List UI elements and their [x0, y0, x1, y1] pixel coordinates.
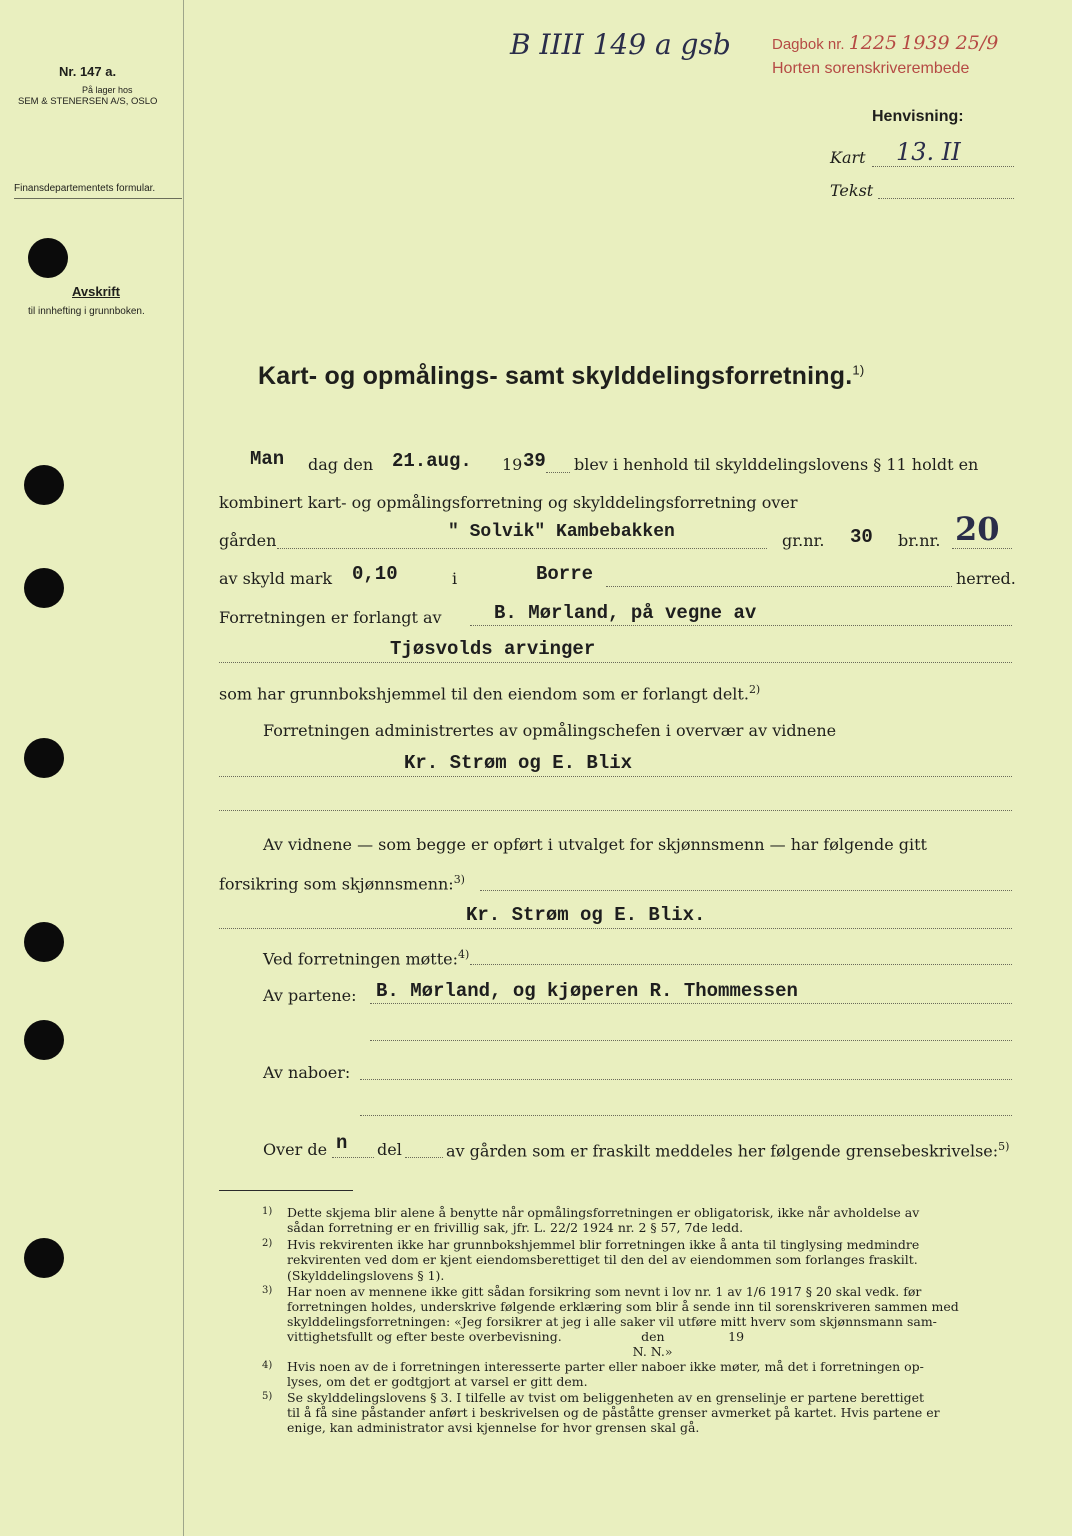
tekst-rule — [878, 198, 1014, 199]
footnote-line: vittighetsfullt og efter beste overbevisning. den 19 — [287, 1329, 745, 1344]
handwritten-reference: B IIII 149 a gsb — [510, 28, 731, 61]
dagbok-number: 1225 — [848, 32, 898, 54]
date-value: 21.aug. — [392, 450, 472, 472]
henvisning-label: Henvisning: — [872, 108, 964, 125]
over-del-label: del — [377, 1140, 402, 1159]
naboer-label: Av naboer: — [263, 1063, 351, 1082]
footnote-line: Dette skjema blir alene å benytte når opmålingsforretningen er obligatorisk, ikke når avholdelse av — [287, 1205, 920, 1220]
motte-rule — [470, 964, 1012, 965]
motte-line — [263, 948, 469, 968]
footnote-line: til å få sine påstander anført i beskrivelsen og de påståtte grenser avmerket på kartet. Hvis partene er — [287, 1405, 940, 1420]
footnote-line: lyses, om det er godtgjort at varsel er gitt dem. — [287, 1374, 588, 1389]
dag-den-label: dag den — [308, 455, 374, 474]
herred-label: herred. — [956, 569, 1016, 588]
footnote-line: skylddelingsforretningen: «Jeg forsikrer at jeg i alle saker vil utføre mitt hverv som skjønnsmann sam- — [287, 1314, 937, 1329]
over-rule-1 — [332, 1157, 374, 1158]
brnr-label: br.nr. — [898, 531, 941, 550]
naboer-rule — [360, 1079, 1012, 1080]
vidner-rule-1 — [219, 776, 1012, 777]
punch-hole — [28, 238, 68, 278]
vidnene-line: Av vidnene — som begge er opført i utvalget for skjønnsmenn — har følgende gitt — [263, 835, 927, 854]
over-note: 5) — [998, 1140, 1010, 1153]
dotted-rule — [546, 472, 570, 473]
footnote-line: N. N.» — [287, 1344, 673, 1359]
footnote-line: Se skylddelingslovens § 3. I tilfelle av tvist om beliggenheten av en grenselinje er partene berettiget — [287, 1390, 925, 1405]
footnote-line: forretningen holdes, underskrive følgende erklæring som blir å sende inn til sorenskriveren sammen med — [287, 1299, 959, 1314]
kart-value: 13. II — [896, 138, 961, 166]
forlangt-label: Forretningen er forlangt av — [219, 608, 442, 627]
line1-rest: blev i henhold til skylddelingslovens § 11 holdt en — [574, 455, 979, 474]
office-stamp: Horten sorenskriverembede — [772, 60, 970, 77]
printer-line-2: SEM & STENERSEN A/S, OSLO — [18, 96, 158, 107]
year-prefix: 19 — [502, 455, 523, 474]
footnote-separator — [219, 1190, 353, 1191]
garden-rule — [277, 548, 767, 549]
motte-note: 4) — [457, 948, 470, 961]
punch-hole — [24, 922, 64, 962]
forsikring-note: 3) — [453, 873, 465, 886]
punch-hole — [24, 1020, 64, 1060]
footnote-line: Hvis noen av de i forretningen interesserte parter eller naboer ikke møter, må det i forretningen op- — [287, 1359, 924, 1374]
dagbok-stamp — [772, 32, 998, 54]
partene-value: B. Mørland, og kjøperen R. Thommessen — [376, 980, 798, 1002]
forlangt-value-2: Tjøsvolds arvinger — [390, 638, 596, 660]
forsikring-rule-2 — [219, 928, 1012, 929]
motte-text: Ved forretningen møtte: — [263, 949, 458, 969]
punch-hole — [24, 568, 64, 608]
vidner-value: Kr. Strøm og E. Blix — [404, 752, 633, 774]
admin-line: Forretningen administrertes av opmålingschefen i overvær av vidnene — [263, 721, 837, 740]
weekday-value: Man — [250, 448, 285, 470]
line2-text: kombinert kart- og opmålingsforretning og skylddelingsforretning over — [219, 493, 798, 512]
dagbok-year-date: 1939 25/9 — [901, 32, 999, 54]
skyld-label: av skyld mark — [219, 569, 333, 588]
forsikring-rule — [480, 890, 1012, 891]
year-suffix: 39 — [523, 450, 546, 472]
partene-rule — [370, 1003, 1012, 1004]
footnote-line: rekvirenten ved dom er kjent eiendomsberettiget til den del av eiendommen som forlanges fraskilt. — [287, 1252, 918, 1267]
forlangt-value-1: B. Mørland, på vegne av — [494, 602, 757, 624]
printer-line-1: På lager hos — [82, 85, 133, 95]
grnr-value: 30 — [850, 526, 873, 548]
footnote-number: 2) — [262, 1238, 273, 1249]
kart-label: Kart — [830, 148, 866, 167]
punch-hole — [24, 1238, 64, 1278]
forlangt-rule-2 — [219, 662, 1012, 663]
skyld-value: 0,10 — [352, 563, 398, 585]
footnote-line: Hvis rekvirenten ikke har grunnbokshjemmel blir forretningen ikke å anta til tinglysing medmindre — [287, 1237, 920, 1252]
margin-line — [183, 0, 184, 1536]
footnote-number: 1) — [262, 1206, 273, 1217]
vidner-rule-2 — [219, 810, 1012, 811]
footnote-number: 5) — [262, 1391, 273, 1402]
forsikring-line — [219, 873, 465, 893]
tekst-label: Tekst — [830, 181, 874, 200]
naboer-rule-2 — [360, 1115, 1012, 1116]
form-number: Nr. 147 a. — [59, 64, 117, 79]
over-rest-text: av gården som er fraskilt meddeles her følgende grensebeskrivelse: — [446, 1141, 999, 1161]
grunnbok-line — [219, 683, 760, 703]
partene-rule-2 — [370, 1040, 1012, 1041]
dagbok-label: Dagbok nr. — [772, 36, 845, 53]
kart-rule — [872, 166, 1014, 167]
over-rule-2 — [405, 1157, 443, 1158]
footnote-number: 3) — [262, 1285, 273, 1296]
footnote-number: 4) — [262, 1360, 273, 1371]
over-rest — [446, 1140, 1009, 1160]
punch-hole — [24, 465, 64, 505]
over-n-value: n — [336, 1132, 348, 1154]
grnr-label: gr.nr. — [782, 531, 825, 550]
herred-rule — [606, 586, 952, 587]
garden-label: gården — [219, 531, 277, 550]
avskrift-title: Avskrift — [72, 284, 120, 299]
title-note: 1) — [852, 362, 865, 378]
grunnbok-note: 2) — [748, 683, 761, 696]
title-text: Kart- og opmålings- samt skylddelingsforretning. — [258, 362, 853, 390]
herred-value: Borre — [536, 563, 594, 585]
partene-label: Av partene: — [263, 986, 357, 1005]
footnote-line: sådan forretning er en frivillig sak, jfr. L. 22/2 1924 nr. 2 § 57, 7de ledd. — [287, 1220, 744, 1235]
forlangt-rule-1 — [470, 625, 1012, 626]
forsikring-value: Kr. Strøm og E. Blix. — [466, 904, 706, 926]
brnr-rule — [952, 548, 1012, 549]
page-title — [258, 362, 864, 391]
form-owner: Finansdepartementets formular. — [14, 183, 156, 194]
footnote-line: Har noen av mennene ikke gitt sådan forsikring som nevnt i lov nr. 1 av 1/6 1917 § 20 skal vedk. før — [287, 1284, 922, 1299]
footnote-line: enige, kan administrator avsi kjennelse for hvor grensen skal gå. — [287, 1420, 700, 1435]
avskrift-subtitle: til innhefting i grunnboken. — [28, 306, 145, 317]
punch-hole — [24, 738, 64, 778]
grunnbok-text: som har grunnbokshjemmel til den eiendom som er forlangt delt. — [219, 684, 749, 704]
forsikring-text: forsikring som skjønnsmenn: — [219, 874, 454, 894]
over-de-label: Over de — [263, 1140, 328, 1159]
brnr-value: 20 — [955, 510, 1000, 548]
skyld-separator: i — [452, 569, 458, 588]
footnote-line: (Skylddelingslovens § 1). — [287, 1268, 445, 1283]
garden-value: " Solvik" Kambebakken — [448, 522, 675, 542]
sidebar-divider — [14, 198, 182, 199]
